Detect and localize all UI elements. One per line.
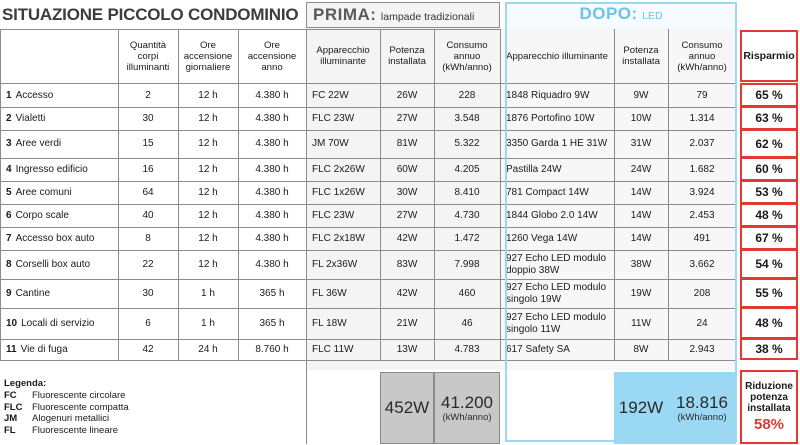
- cell-dopo-apparecchio: 927 Echo LED modulo singolo 19W: [506, 282, 607, 305]
- cell-dopo-apparecchio: 927 Echo LED modulo singolo 11W: [506, 312, 607, 335]
- total-prima-consumo-value: 41.200: [441, 392, 493, 412]
- cell-risparmio: 54 %: [740, 249, 798, 279]
- cell-ore-giornaliere: 12 h: [198, 112, 218, 124]
- cell-dopo-apparecchio: 1848 Riquadro 9W: [506, 89, 590, 101]
- cell-risparmio: 67 %: [740, 226, 798, 250]
- cell-dopo-potenza: 24W: [630, 163, 652, 175]
- row-name: Vialetti: [15, 112, 46, 124]
- cell-prima-apparecchio: FL 36W: [312, 287, 347, 299]
- cell-risparmio: 55 %: [740, 278, 798, 308]
- cell-ore-giornaliere: 24 h: [198, 343, 218, 355]
- cell-quantita: 40: [142, 209, 154, 221]
- row-number: 6: [6, 209, 12, 221]
- header-prima-consumo: Consumo annuo (kWh/anno): [442, 39, 492, 73]
- cell-quantita: 15: [142, 138, 154, 150]
- riduzione-value: 58%: [753, 416, 785, 433]
- cell-prima-apparecchio: FL 2x36W: [312, 258, 358, 270]
- dopo-subtitle: LED: [642, 10, 663, 22]
- cell-ore-anno: 4.380 h: [255, 186, 289, 198]
- cell-quantita: 42: [142, 343, 154, 355]
- cell-prima-apparecchio: FL 18W: [312, 317, 347, 329]
- cell-ore-giornaliere: 12 h: [198, 232, 218, 244]
- legend-title: Legenda:: [4, 378, 47, 389]
- cell-ore-giornaliere: 1 h: [201, 317, 215, 329]
- legend-abbr: JM: [4, 413, 18, 425]
- cell-dopo-potenza: 11W: [631, 317, 651, 329]
- row-name: Corpo scale: [15, 209, 69, 221]
- row-label: [0, 279, 118, 308]
- cell-prima-apparecchio: FC 22W: [312, 89, 349, 101]
- cell-quantita: 16: [142, 163, 154, 175]
- header-dopo-consumo: Consumo annuo (kWh/anno): [677, 39, 727, 73]
- row-name: Aree verdi: [15, 138, 62, 150]
- cell-ore-anno: 4.380 h: [255, 258, 289, 270]
- total-prima-potenza: 452W: [380, 372, 434, 444]
- cell-prima-potenza: 27W: [396, 112, 418, 124]
- cell-prima-consumo: 4.205: [454, 163, 480, 175]
- prima-subtitle: lampade tradizionali: [380, 11, 475, 23]
- grid-vline: [736, 29, 737, 360]
- row-number: 5: [6, 186, 12, 198]
- cell-dopo-potenza: 14W: [630, 232, 652, 244]
- row-name: Accesso: [15, 89, 54, 101]
- riduzione-label: Riduzione potenza installata: [745, 381, 793, 414]
- cell-dopo-consumo: 3.662: [689, 258, 715, 270]
- cell-risparmio: 63 %: [740, 106, 798, 130]
- header-prima-apparecchio: Apparecchio illuminante: [316, 45, 370, 67]
- cell-ore-anno: 365 h: [259, 287, 285, 299]
- cell-prima-consumo: 5.322: [454, 138, 480, 150]
- cell-dopo-consumo: 79: [696, 89, 708, 101]
- legend-desc: Fluorescente lineare: [32, 425, 119, 437]
- header-dopo-apparecchio: Apparecchio illuminante: [506, 50, 608, 62]
- cell-risparmio: 65 %: [740, 83, 798, 107]
- cell-dopo-apparecchio: 3350 Garda 1 HE 31W: [506, 138, 608, 150]
- grid-hline: [0, 360, 736, 361]
- cell-prima-consumo: 4.783: [454, 343, 480, 355]
- legend-item: [4, 390, 304, 402]
- cell-ore-anno: 4.380 h: [255, 163, 289, 175]
- cell-prima-consumo: 46: [461, 317, 473, 329]
- grid-vline: [306, 360, 307, 444]
- row-number: 8: [6, 258, 12, 270]
- row-number: 3: [6, 138, 12, 150]
- cell-dopo-consumo: 491: [693, 232, 711, 244]
- cell-dopo-potenza: 10W: [630, 112, 652, 124]
- cell-dopo-apparecchio: 1876 Portofino 10W: [506, 112, 595, 124]
- dopo-label: DOPO:: [579, 4, 638, 23]
- row-label: [0, 130, 118, 158]
- dopo-title: [506, 2, 736, 28]
- row-label: [0, 308, 118, 339]
- cell-dopo-potenza: 38W: [630, 258, 652, 270]
- header-dopo-potenza: Potenza installata: [622, 45, 660, 67]
- legend-desc: Fluorescente circolare: [32, 389, 126, 401]
- row-number: 11: [6, 343, 17, 355]
- row-number: 1: [6, 89, 12, 101]
- cell-ore-anno: 4.380 h: [255, 89, 289, 101]
- row-number: 4: [6, 163, 12, 175]
- legend-item: [4, 413, 304, 425]
- cell-prima-apparecchio: FLC 2x18W: [312, 232, 365, 244]
- cell-dopo-potenza: 31W: [630, 138, 652, 150]
- cell-prima-consumo: 8.410: [454, 186, 480, 198]
- cell-dopo-consumo: 2.037: [689, 138, 715, 150]
- header-risparmio: Risparmio: [740, 30, 798, 82]
- prima-label: PRIMA:: [313, 5, 377, 24]
- cell-dopo-apparecchio: 1844 Globo 2.0 14W: [506, 209, 598, 221]
- cell-ore-anno: 4.380 h: [255, 138, 289, 150]
- header-ore-giornaliere: Ore accensione giornaliere: [183, 39, 233, 73]
- cell-quantita: 22: [142, 258, 154, 270]
- cell-prima-apparecchio: FLC 11W: [312, 343, 354, 355]
- cell-prima-apparecchio: FLC 23W: [312, 209, 355, 221]
- cell-prima-potenza: 27W: [396, 209, 418, 221]
- cell-ore-anno: 4.380 h: [255, 232, 289, 244]
- cell-ore-giornaliere: 12 h: [198, 258, 218, 270]
- legend-abbr: FL: [4, 425, 16, 437]
- cell-dopo-potenza: 9W: [633, 89, 649, 101]
- cell-ore-giornaliere: 12 h: [198, 209, 218, 221]
- cell-dopo-consumo: 2.453: [689, 209, 715, 221]
- total-dopo-consumo-unit: (kWh/anno): [677, 411, 727, 423]
- header-ore-anno: Ore accensione anno: [247, 39, 297, 73]
- grid-hline: [0, 29, 306, 30]
- cell-quantita: 64: [142, 186, 154, 198]
- cell-dopo-consumo: 24: [696, 317, 708, 329]
- cell-ore-giornaliere: 12 h: [198, 186, 218, 198]
- cell-prima-apparecchio: FLC 2x26W: [312, 163, 365, 175]
- cell-prima-potenza: 81W: [396, 138, 418, 150]
- cell-prima-potenza: 21W: [396, 317, 418, 329]
- cell-dopo-apparecchio: 1260 Vega 14W: [506, 232, 578, 244]
- cell-prima-consumo: 228: [458, 89, 476, 101]
- row-name: Vie di fuga: [20, 343, 68, 355]
- cell-prima-consumo: 1.472: [454, 232, 480, 244]
- row-number: 9: [6, 287, 12, 299]
- row-name: Cantine: [15, 287, 51, 299]
- row-name: Aree comuni: [15, 186, 72, 198]
- cell-prima-apparecchio: FLC 1x26W: [312, 186, 365, 198]
- cell-prima-consumo: 4.730: [454, 209, 480, 221]
- cell-dopo-potenza: 8W: [633, 343, 649, 355]
- row-name: Corselli box auto: [15, 258, 91, 270]
- legend-item: [4, 425, 304, 437]
- cell-dopo-potenza: 14W: [630, 209, 652, 221]
- total-prima-consumo: [434, 372, 500, 444]
- riduzione-box: [740, 370, 798, 444]
- cell-risparmio: 53 %: [740, 180, 798, 204]
- cell-dopo-potenza: 19W: [630, 287, 652, 299]
- cell-quantita: 8: [145, 232, 151, 244]
- cell-ore-giornaliere: 12 h: [198, 138, 218, 150]
- total-dopo-consumo: [668, 372, 736, 444]
- row-name: Accesso box auto: [15, 232, 95, 244]
- cell-ore-anno: 365 h: [259, 317, 285, 329]
- row-label: [0, 107, 118, 130]
- cell-risparmio: 62 %: [740, 129, 798, 158]
- cell-dopo-consumo: 3.924: [689, 186, 715, 198]
- cell-risparmio: 38 %: [740, 338, 798, 360]
- cell-ore-giornaliere: 1 h: [201, 287, 215, 299]
- cell-dopo-apparecchio: 617 Safety SA: [506, 343, 570, 355]
- row-number: 10: [6, 317, 18, 329]
- row-label: [0, 204, 118, 227]
- cell-ore-giornaliere: 12 h: [198, 163, 218, 175]
- cell-quantita: 6: [145, 317, 151, 329]
- cell-prima-potenza: 42W: [396, 287, 418, 299]
- cell-dopo-consumo: 1.682: [689, 163, 715, 175]
- cell-risparmio: 48 %: [740, 203, 798, 227]
- legend-abbr: FLC: [4, 401, 23, 413]
- cell-prima-apparecchio: FLC 23W: [312, 112, 355, 124]
- cell-dopo-consumo: 1.314: [689, 112, 715, 124]
- cell-prima-potenza: 26W: [396, 89, 418, 101]
- row-label: [0, 158, 118, 181]
- cell-prima-consumo: 7.998: [454, 258, 480, 270]
- legend-items: [4, 390, 304, 437]
- page-title: SITUAZIONE PICCOLO CONDOMINIO: [2, 5, 299, 24]
- cell-dopo-potenza: 14W: [630, 186, 652, 198]
- cell-risparmio: 48 %: [740, 307, 798, 339]
- cell-prima-potenza: 83W: [396, 258, 418, 270]
- cell-ore-giornaliere: 12 h: [198, 89, 218, 101]
- cell-prima-consumo: 3.548: [454, 112, 480, 124]
- row-number: 2: [6, 112, 12, 124]
- legend-desc: Alogenuri metallici: [32, 413, 110, 425]
- prima-title: [306, 2, 500, 28]
- cell-prima-consumo: 460: [458, 287, 476, 299]
- row-label: [0, 84, 118, 107]
- cell-dopo-apparecchio: Pastilla 24W: [506, 163, 562, 175]
- cell-ore-anno: 4.380 h: [255, 209, 289, 221]
- legend: [4, 378, 304, 437]
- row-number: 7: [6, 232, 12, 244]
- cell-prima-potenza: 13W: [396, 343, 418, 355]
- row-label: [0, 181, 118, 204]
- cell-ore-anno: 4.380 h: [255, 112, 289, 124]
- cell-quantita: 30: [142, 112, 154, 124]
- cell-ore-anno: 8.760 h: [255, 343, 289, 355]
- header-prima-potenza: Potenza installata: [388, 45, 426, 67]
- cell-dopo-apparecchio: 781 Compact 14W: [506, 186, 589, 198]
- header-quantita: Quantità corpi illuminanti: [126, 39, 170, 73]
- cell-risparmio: 60 %: [740, 157, 798, 181]
- cell-quantita: 30: [142, 287, 154, 299]
- cell-dopo-apparecchio: 927 Echo LED modulo doppio 38W: [506, 253, 607, 276]
- cell-prima-apparecchio: JM 70W: [312, 138, 349, 150]
- legend-abbr: FC: [4, 389, 17, 401]
- legend-desc: Fluorescente compatta: [32, 401, 129, 413]
- row-name: Locali di servizio: [21, 317, 95, 329]
- row-label: [0, 250, 118, 279]
- legend-item: [4, 402, 304, 414]
- cell-quantita: 2: [145, 89, 151, 101]
- cell-prima-potenza: 60W: [396, 163, 418, 175]
- cell-prima-potenza: 30W: [396, 186, 418, 198]
- cell-prima-potenza: 42W: [396, 232, 418, 244]
- row-label: [0, 227, 118, 250]
- row-label: [0, 339, 118, 360]
- cell-dopo-consumo: 2.943: [689, 343, 715, 355]
- grid-hline: [306, 29, 500, 30]
- total-dopo-potenza: 192W: [614, 372, 668, 444]
- cell-dopo-consumo: 208: [693, 287, 711, 299]
- row-name: Ingresso edificio: [15, 163, 88, 175]
- total-prima-consumo-unit: (kWh/anno): [442, 411, 492, 423]
- total-dopo-consumo-value: 18.816: [676, 392, 728, 412]
